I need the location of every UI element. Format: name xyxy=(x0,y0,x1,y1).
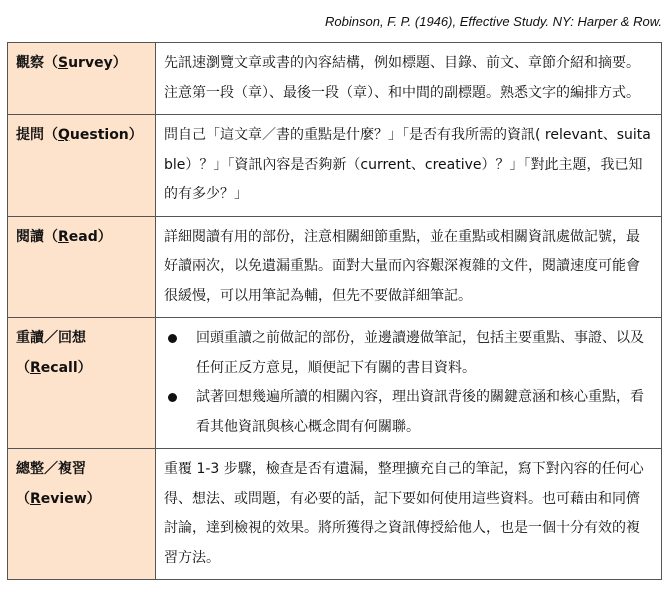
step-label-text: uestion） xyxy=(69,127,143,143)
step-label-text: 重讀／回想 xyxy=(16,330,86,346)
step-initial: R xyxy=(30,490,41,507)
step-initial: Q xyxy=(58,127,70,143)
step-description-review: 重覆 1-3 步驟，檢查是否有遺漏，整理擴充自己的筆記，寫下對內容的任何心得、想法、或問題，有必要的話，記下要如何使用這些資料。也可藉由和同儕討論，達到檢視的效果。將所獲得之資訊傳授給他人，也是一個十分有效的複習方法。 xyxy=(156,449,662,580)
sq3r-table xyxy=(7,42,662,580)
step-label-text: urvey） xyxy=(68,55,127,71)
table-row-recall xyxy=(8,318,662,449)
step-initial: R xyxy=(30,359,41,376)
step-description-survey: 先訊速瀏覽文章或書的內容結構，例如標題、目錄、前文、章節介紹和摘要。注意第一段（章）、最後一段（章）、和中間的副標題。熟悉文字的編排方式。 xyxy=(156,43,662,115)
step-description-question: 問自己「這文章／書的重點是什麼？」「是否有我所需的資訊( relevant、suitable）？」「資訊內容是否夠新（current、creative）？」「對此主題，我已知的有多少？」 xyxy=(156,115,662,217)
step-initial: R xyxy=(58,228,69,245)
step-label-text: ead） xyxy=(68,228,112,245)
step-label-text: 閱讀（ xyxy=(16,228,58,245)
table-row-review xyxy=(8,449,662,580)
bullet-text: 試著回想幾遍所讀的相關內容，理出資訊背後的關鍵意涵和核心重點，看看其他資訊與核心概念間有何關聯。 xyxy=(196,389,644,435)
step-label-text: eview） xyxy=(40,490,101,507)
list-item xyxy=(164,324,653,383)
table-row-read xyxy=(8,216,662,318)
step-label-recall xyxy=(8,318,156,449)
step-initial: S xyxy=(58,55,69,71)
bullet-list xyxy=(164,324,653,442)
step-label-survey xyxy=(8,43,156,115)
step-label-text: ecall） xyxy=(40,359,92,376)
step-label-text: 提問（ xyxy=(16,127,58,143)
step-label-read xyxy=(8,216,156,318)
bullet-icon xyxy=(168,393,177,402)
step-label-text: 觀察（ xyxy=(16,55,58,71)
table-row-question xyxy=(8,115,662,217)
step-label-text: （ xyxy=(16,359,30,376)
step-description-read: 詳細閱讀有用的部份，注意相關細節重點，並在重點或相關資訊處做記號，最好讀兩次，以免遺漏重點。面對大量而內容艱深複雜的文件，閱讀速度可能會很緩慢，可以用筆記為輔，但先不要做詳細筆記。 xyxy=(156,216,662,318)
step-label-question xyxy=(8,115,156,217)
bullet-text: 回頭重讀之前做記的部份，並邊讀邊做筆記，包括主要重點、事證、以及任何正反方意見，順便記下有關的書目資料。 xyxy=(196,330,644,376)
citation: Robinson, F. P. (1946), Effective Study. NY: Harper & Row. xyxy=(325,14,662,29)
step-label-text: 總整／複習 xyxy=(16,461,86,477)
step-label-review xyxy=(8,449,156,580)
table-row-survey xyxy=(8,43,662,115)
bullet-icon xyxy=(168,334,177,343)
list-item xyxy=(164,383,653,442)
step-label-text: （ xyxy=(16,490,30,507)
step-description-recall xyxy=(156,318,662,449)
